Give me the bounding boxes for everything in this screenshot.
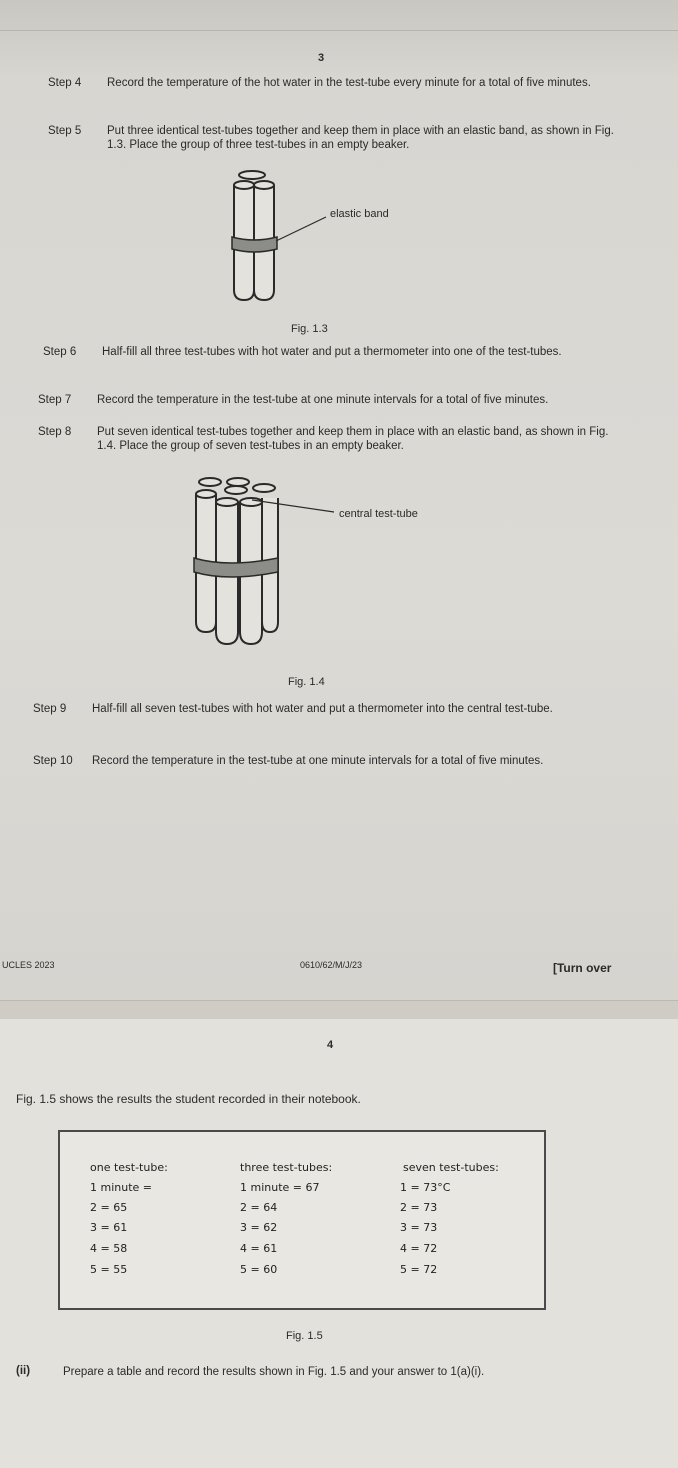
step-text: Half-fill all three test-tubes with hot water and put a thermometer into one of the test-tubes. [102, 346, 562, 358]
step-7 [38, 393, 618, 409]
step-label: Step 8 [38, 426, 72, 438]
fig-1-5-caption: Fig. 1.5 [286, 1330, 323, 1342]
paper-code: 0610/62/M/J/23 [300, 960, 363, 970]
step-label: Step 6 [43, 346, 77, 358]
step-9 [33, 702, 620, 732]
copyright-text: UCLES 2023 [2, 960, 55, 970]
question-text: Prepare a table and record the results shown in Fig. 1.5 and your answer to 1(a)(i). [63, 1366, 485, 1378]
notebook-entry: 2 = 73 [400, 1201, 438, 1214]
notebook-results-box [58, 1130, 546, 1310]
step-text: Record the temperature in the test-tube at one minute intervals for a total of five minutes. [92, 755, 544, 767]
step-10 [33, 754, 620, 770]
fig-1-4-caption: Fig. 1.4 [288, 676, 325, 688]
notebook-entry: 1 = 73°C [400, 1181, 451, 1194]
notebook-entry: 3 = 61 [90, 1221, 128, 1234]
fig-1-5-intro: Fig. 1.5 shows the results the student recorded in their notebook. [16, 1092, 361, 1106]
fig-1-4-seven-test-tubes [188, 472, 438, 662]
step-4 [48, 76, 618, 106]
notebook-entry: 4 = 61 [240, 1242, 278, 1255]
step-text: Record the temperature of the hot water in the test-tube every minute for a total of five minutes. [107, 77, 591, 89]
central-test-tube-label: central test-tube [339, 508, 418, 520]
step-label: Step 5 [48, 125, 82, 137]
column-header: one test-tube: [90, 1161, 168, 1174]
page-separator [0, 1000, 678, 1020]
fig-1-3-caption: Fig. 1.3 [291, 323, 328, 335]
elastic-band-label: elastic band [330, 208, 389, 220]
step-8 [38, 425, 618, 455]
fig-1-3-three-test-tubes [222, 165, 422, 305]
step-text: Put seven identical test-tubes together and keep them in place with an elastic band, as shown in Fig. 1.4. Place the group of seven test-tubes in an empty beaker. [97, 426, 609, 452]
notebook-entry: 4 = 72 [400, 1242, 438, 1255]
column-header: seven test-tubes: [403, 1161, 499, 1174]
question-label: (ii) [16, 1365, 31, 1377]
page-number: 3 [318, 52, 325, 64]
step-text: Record the temperature in the test-tube at one minute intervals for a total of five minutes. [97, 394, 549, 406]
notebook-entry: 1 minute = [90, 1181, 153, 1194]
notebook-entry: 5 = 55 [90, 1263, 128, 1276]
step-label: Step 4 [48, 77, 82, 89]
page-number: 4 [327, 1039, 334, 1051]
step-label: Step 9 [33, 703, 67, 715]
notebook-entry: 4 = 58 [90, 1242, 128, 1255]
notebook-entry: 3 = 73 [400, 1221, 438, 1234]
notebook-entry: 5 = 60 [240, 1263, 278, 1276]
notebook-entry: 2 = 64 [240, 1201, 278, 1214]
page-top-rule [0, 30, 678, 31]
step-label: Step 10 [33, 755, 73, 767]
step-5 [48, 124, 618, 154]
notebook-entry: 3 = 62 [240, 1221, 278, 1234]
turn-over-text: [Turn over [553, 961, 612, 975]
column-header: three test-tubes: [240, 1161, 333, 1174]
notebook-entry: 5 = 72 [400, 1263, 438, 1276]
step-label: Step 7 [38, 394, 72, 406]
step-6 [43, 345, 618, 375]
notebook-entry: 2 = 65 [90, 1201, 128, 1214]
notebook-entry: 1 minute = 67 [240, 1181, 320, 1194]
step-text: Put three identical test-tubes together and keep them in place with an elastic band, as shown in Fig. 1.3. Place the group of three test-tubes in an empty beaker. [107, 125, 614, 151]
step-text: Half-fill all seven test-tubes with hot water and put a thermometer into the central test-tube. [92, 703, 553, 715]
